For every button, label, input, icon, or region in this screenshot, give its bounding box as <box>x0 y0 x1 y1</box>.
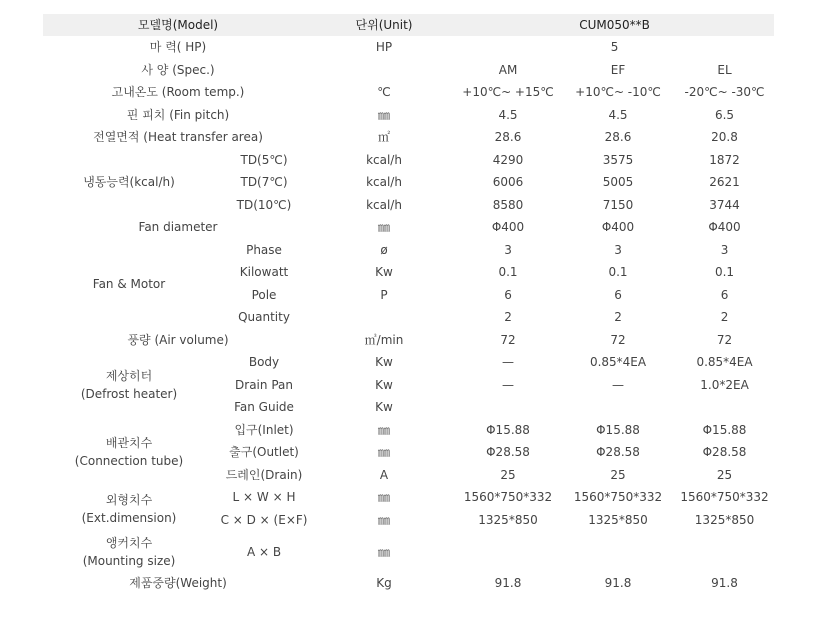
table-row <box>43 572 774 595</box>
group-label-line: (Ext.dimension) <box>81 510 177 525</box>
spec-table <box>43 14 774 595</box>
value-am <box>455 396 561 419</box>
value-el: 20.8 <box>711 130 738 145</box>
table-row <box>43 59 774 82</box>
value-am: — <box>502 377 515 392</box>
value-el <box>675 396 774 419</box>
value-am: Φ28.58 <box>486 445 530 460</box>
unit-cell: ㎜ <box>378 512 391 527</box>
value-ef: 5005 <box>602 175 634 190</box>
row-label: 풍량 (Air volume) <box>127 332 229 347</box>
value-am: 28.6 <box>494 130 522 145</box>
table-row <box>43 36 774 59</box>
value-el <box>675 531 774 572</box>
sub-label: C × D × (E×F) <box>220 512 308 527</box>
value-am: 72 <box>500 332 516 347</box>
group-label-capacity: 냉동능력(kcal/h) <box>83 175 175 190</box>
unit-cell: ㎜ <box>378 107 391 122</box>
unit-cell: Kw <box>375 400 393 415</box>
sub-label: TD(5℃) <box>240 152 288 167</box>
sub-label: Drain Pan <box>235 377 293 392</box>
group-label-ext-dimension <box>43 486 215 531</box>
value-am: Φ15.88 <box>486 422 530 437</box>
unit-cell: Kw <box>375 355 393 370</box>
value-am: 25 <box>500 467 516 482</box>
unit-cell: Kw <box>375 377 393 392</box>
group-label-fan-motor: Fan & Motor <box>92 276 166 291</box>
row-label: Fan diameter <box>138 220 218 235</box>
unit-cell: ㎜ <box>378 445 391 460</box>
row-label: 고내온도 (Room temp.) <box>111 85 245 100</box>
value-el: -20℃~ -30℃ <box>684 85 765 100</box>
value-am: 3 <box>504 242 512 257</box>
value-el: EL <box>717 62 732 77</box>
value-ef: 7150 <box>602 197 634 212</box>
value-el: 1872 <box>709 152 740 167</box>
value-ef <box>561 531 675 572</box>
value-am: 6 <box>504 287 512 302</box>
sub-label: 드레인(Drain) <box>225 467 303 482</box>
unit-cell: ㎜ <box>378 220 391 235</box>
table-row <box>43 329 774 352</box>
sub-label: TD(7℃) <box>240 175 288 190</box>
unit-cell: kcal/h <box>366 197 402 212</box>
value-el: Φ400 <box>708 220 741 235</box>
group-label-line: 제상히터 <box>105 368 153 383</box>
table-row <box>43 239 774 262</box>
value-am: 4290 <box>492 152 524 167</box>
sub-label: Quantity <box>238 310 290 325</box>
header-model: 모델명(Model) <box>43 14 313 36</box>
value-ef <box>561 396 675 419</box>
unit-cell: ℃ <box>377 85 391 100</box>
group-label-connection-tube <box>43 419 215 487</box>
value-el: 2 <box>720 310 729 325</box>
row-label: 핀 피치 (Fin pitch) <box>126 107 230 122</box>
table-row <box>43 351 774 374</box>
value-ef: 3 <box>614 242 622 257</box>
value-am: Φ400 <box>491 220 525 235</box>
sub-label: Phase <box>246 242 282 257</box>
value-el: 0.85*4EA <box>696 355 753 370</box>
table-row <box>43 216 774 239</box>
value-ef: 6 <box>614 287 622 302</box>
table-row <box>43 126 774 149</box>
group-label-line: 외형치수 <box>105 492 153 507</box>
sub-label: A × B <box>246 544 282 559</box>
value-ef: Φ28.58 <box>596 445 640 460</box>
sub-label: L × W × H <box>232 490 296 505</box>
header-product: CUM050**B <box>455 14 774 36</box>
value-el: 1560*750*332 <box>680 490 769 505</box>
table-row <box>43 419 774 442</box>
value-am: — <box>502 355 515 370</box>
sub-label: Body <box>248 355 280 370</box>
value-el: 1.0*2EA <box>700 377 749 392</box>
value-am: 91.8 <box>494 576 522 591</box>
unit-cell: ø <box>380 242 388 257</box>
value-el: Φ28.58 <box>702 445 747 460</box>
header-unit: 단위(Unit) <box>313 14 455 36</box>
value-ef: +10℃~ -10℃ <box>575 85 661 100</box>
row-label: 마 력( HP) <box>149 40 207 55</box>
value-el: 3744 <box>709 197 740 212</box>
sub-label: 입구(Inlet) <box>234 422 294 437</box>
unit-cell: A <box>379 467 389 482</box>
value-ef: 4.5 <box>608 107 628 122</box>
unit-cell <box>313 306 455 329</box>
unit-cell: ㎡ <box>378 130 391 145</box>
value-el: 3 <box>720 242 729 257</box>
value-ef: 1325*850 <box>588 512 648 527</box>
value-ef: 0.1 <box>608 265 628 280</box>
value-el: 25 <box>716 467 733 482</box>
value-ef: 1560*750*332 <box>573 490 663 505</box>
group-label-line: (Defrost heater) <box>80 386 178 401</box>
value-ef: 3575 <box>602 152 634 167</box>
sub-label: 출구(Outlet) <box>229 445 299 460</box>
value-el: 2621 <box>709 175 740 190</box>
group-label-line: (Mounting size) <box>82 553 176 568</box>
group-label-line: 배관치수 <box>105 436 153 451</box>
group-label-line: (Connection tube) <box>74 454 184 469</box>
group-label-defrost-heater <box>43 351 215 419</box>
value-el: 1325*850 <box>694 512 755 527</box>
value-am: 4.5 <box>498 107 518 122</box>
unit-cell: Kg <box>376 576 392 591</box>
table-row <box>43 531 774 572</box>
sub-label: Kilowatt <box>239 265 289 280</box>
value-ef: 72 <box>610 332 626 347</box>
unit-cell: ㎜ <box>378 422 391 437</box>
unit-cell: kcal/h <box>366 152 402 167</box>
value-el: 72 <box>716 332 733 347</box>
value-ef: 25 <box>610 467 626 482</box>
group-label-line: 앵커치수 <box>105 535 153 550</box>
sub-label: Fan Guide <box>234 400 294 415</box>
table-row <box>43 149 774 172</box>
value-el: Φ15.88 <box>702 422 747 437</box>
value-ef: Φ15.88 <box>596 422 640 437</box>
value-ef: 2 <box>614 310 622 325</box>
table-row <box>43 486 774 509</box>
value-am: AM <box>498 62 518 77</box>
value-ef: EF <box>610 62 626 77</box>
row-label: 제품중량(Weight) <box>129 576 227 591</box>
value-am: 0.1 <box>498 265 518 280</box>
value-el: 91.8 <box>711 576 738 591</box>
sub-label: TD(10℃) <box>236 197 292 212</box>
value-am: 6006 <box>492 175 524 190</box>
row-label: 사 양 (Spec.) <box>141 62 215 77</box>
sub-label: Pole <box>251 287 277 302</box>
value-el: 0.1 <box>714 265 735 280</box>
value-am: 1560*750*332 <box>463 490 553 505</box>
value-am: 2 <box>504 310 512 325</box>
unit-cell: P <box>380 287 388 302</box>
value-am <box>455 531 561 572</box>
unit-cell: ㎥/min <box>364 332 404 347</box>
unit-cell: Kw <box>375 265 393 280</box>
unit-cell <box>313 59 455 82</box>
value-ef: 28.6 <box>604 130 632 145</box>
value-ef: — <box>612 377 625 392</box>
unit-cell: ㎜ <box>378 544 391 559</box>
table-row <box>43 81 774 104</box>
value-am: 8580 <box>492 197 524 212</box>
value-el: 6.5 <box>714 107 735 122</box>
value-am: 1325*850 <box>478 512 538 527</box>
table-row <box>43 104 774 127</box>
value-ef: 0.85*4EA <box>589 355 647 370</box>
row-label: 전열면적 (Heat transfer area) <box>93 130 263 145</box>
value-el: 6 <box>720 287 729 302</box>
value-ef: 91.8 <box>604 576 632 591</box>
group-label-mounting-size <box>43 531 215 572</box>
value-cell: 5 <box>610 40 619 55</box>
unit-cell: ㎜ <box>378 490 391 505</box>
unit-cell: HP <box>375 40 393 55</box>
value-ef: Φ400 <box>601 220 635 235</box>
value-am: +10℃~ +15℃ <box>462 85 554 100</box>
unit-cell: kcal/h <box>366 175 402 190</box>
header-row <box>43 14 774 36</box>
